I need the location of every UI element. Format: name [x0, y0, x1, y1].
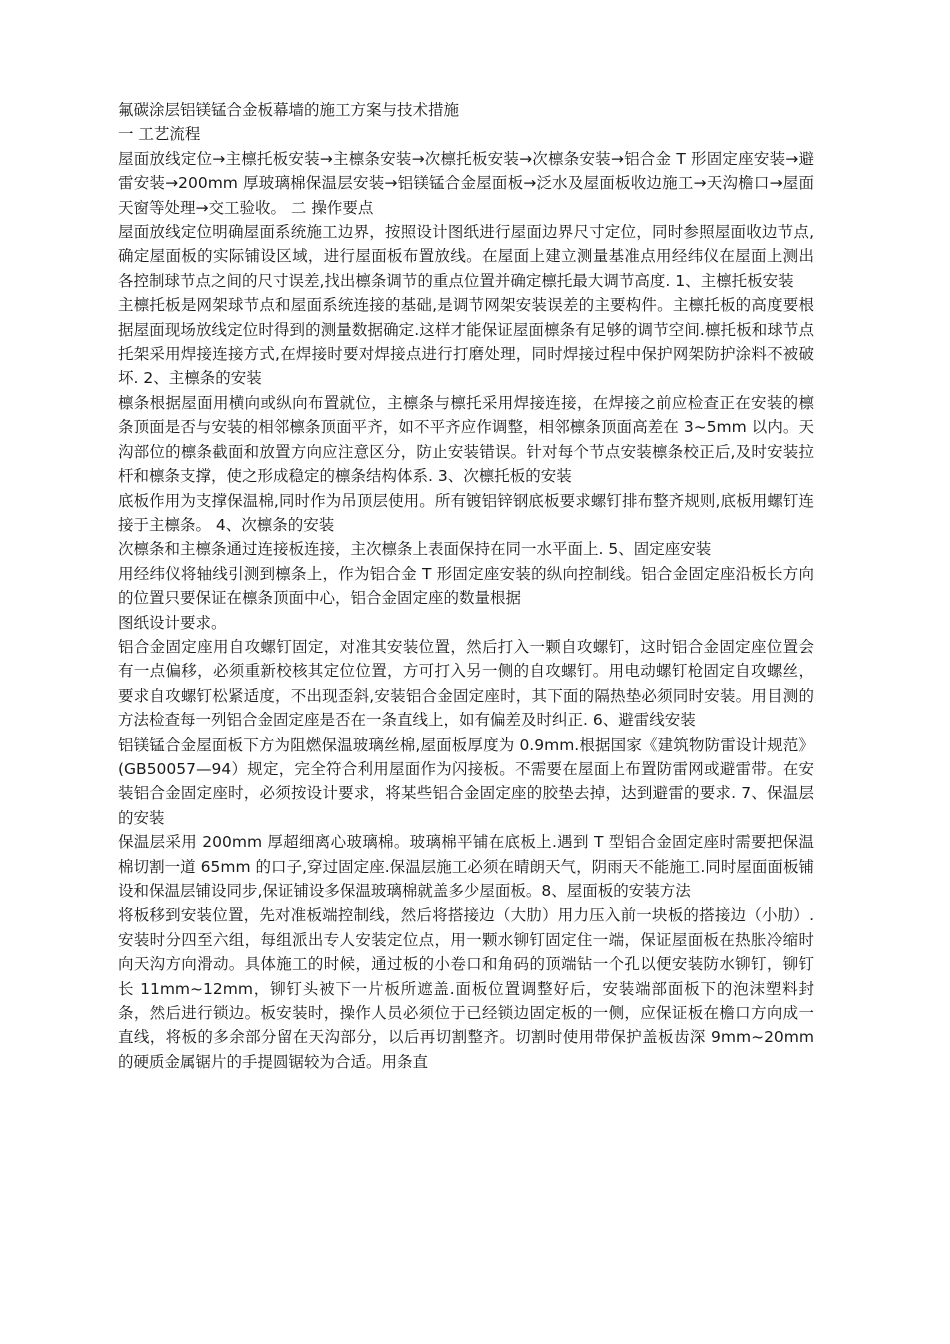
paragraph-process-flow: 屋面放线定位→主檩托板安装→主檩条安装→次檩托板安装→次檩条安装→铝合金 T 形固定座安装→避雷安装→200mm 厚玻璃棉保温层安装→铝镁锰合金屋面板→泛水及屋面板收边施工→天沟檐口→屋面天窗等处理→交工验收。 二 操作要点 [118, 149, 814, 217]
document-title: 氟碳涂层铝镁锰合金板幕墙的施工方案与技术措施 [118, 101, 460, 119]
paragraph-secondary-purlin: 次檩条和主檩条通过连接板连接，主次檩条上表面保持在同一水平面上. 5、固定座安装 [118, 540, 712, 559]
paragraph-fixing-seat-screws: 铝合金固定座用自攻螺钉固定，对准其安装位置，然后打入一颗自攻螺钉，这时铝合金固定座位置会有一点偏移，必须重新校核其定位位置，方可打入另一侧的自攻螺钉。用电动螺钉枪固定自攻螺丝，要求自攻螺钉松紧适度，不出现歪斜,安装铝合金固定座时，其下面的隔热垫必须同时安装。用目测的方法检查每一列铝合金固定座是否在一条直线上，如有偏差及时纠正. 6、避雷线安装 [118, 637, 814, 730]
document-body [118, 98, 814, 1074]
section-heading-process: 一 工艺流程 [118, 125, 201, 144]
paragraph-fixing-seat: 用经纬仪将轴线引测到檩条上，作为铝合金 T 形固定座安装的纵向控制线。铝合金固定座沿板长方向的位置只要保证在檩条顶面中心，铝合金固定座的数量根据 [118, 564, 814, 608]
paragraph-base-plate: 底板作用为支撑保温棉,同时作为吊顶层使用。所有镀铝锌钢底板要求螺钉排布整齐规则,底板用螺钉连接于主檩条。 4、次檩条的安装 [118, 491, 814, 534]
paragraph-main-purlin-support: 主檩托板是网架球节点和屋面系统连接的基础,是调节网架安装误差的主要构件。主檩托板的高度要根据屋面现场放线定位时得到的测量数据确定.这样才能保证屋面檩条有足够的调节空间.檩托板和球节点托架采用焊接连接方式,在焊接时要对焊接点进行打磨处理，同时焊接过程中保护网架防护涂料不被破坏. 2、主檩条的安装 [118, 296, 814, 388]
paragraph-lightning-protection: 铝镁锰合金屋面板下方为阻燃保温玻璃丝棉,屋面板厚度为 0.9mm.根据国家《建筑物防雷设计规范》(GB50057—94）规定，完全符合利用屋面作为闪接板。不需要在屋面上布置防雷网或避雷带。在安装铝合金固定座时，必须按设计要求，将某些铝合金固定座的胶垫去掉，达到避雷的要求. 7、保温层的安装 [118, 735, 814, 827]
paragraph-roof-layout: 屋面放线定位明确屋面系统施工边界，按照设计图纸进行屋面边界尺寸定位，同时参照屋面收边节点,确定屋面板的实际铺设区域，进行屋面板布置放线。在屋面上建立测量基准点用经纬仪在屋面上测出各控制球节点之间的尺寸误差,找出檩条调节的重点位置并确定檩托最大调节高度. 1、主檩托板安装 [118, 223, 814, 290]
paragraph-roof-panel-install: 将板移到安装位置，先对准板端控制线，然后将搭接边（大肋）用力压入前一块板的搭接边（小肋）.安装时分四至六组，每组派出专人安装定位点，用一颗水铆钉固定住一端，保证屋面板在热胀冷缩时向天沟方向滑动。具体施工的时候，通过板的小卷口和角码的顶端钻一个孔以便安装防水铆钉，铆钉长 11mm~12mm，铆钉头被下一片板所遮盖.面板位置调整好后，安装端部面板下的泡沫塑料封条，然后进行锁边。板安装时，操作人员必须位于已经锁边固定板的一侧，应保证板在檐口方向成一直线，将板的多余部分留在天沟部分，以后再切割整齐。切割时使用带保护盖板齿深 9mm~20mm 的硬质金属锯片的手提圆锯较为合适。用条直 [118, 906, 814, 1071]
paragraph-main-purlin-install: 檩条根据屋面用横向或纵向布置就位，主檩条与檩托采用焊接连接，在焊接之前应检查正在安装的檩条顶面是否与安装的相邻檩条顶面平齐，如不平齐应作调整，相邻檩条顶面高差在 3~5mm 以内。天沟部位的檩条截面和放置方向应注意区分，防止安装错误。针对每个节点安装檩条校正后,及时安装拉杆和檩条支撑，使之形成稳定的檩条结构体系. 3、次檩托板的安装 [118, 393, 814, 486]
paragraph-drawing-requirement: 图纸设计要求。 [118, 613, 227, 632]
paragraph-insulation-layer: 保温层采用 200mm 厚超细离心玻璃棉。玻璃棉平铺在底板上.遇到 T 型铝合金固定座时需要把保温棉切割一道 65mm 的口子,穿过固定座.保温层施工必须在晴朗天气，阴雨天不能施工.同时屋面面板铺设和保温层铺设同步,保证铺设多保温玻璃棉就盖多少屋面板。8、屋面板的安装方法 [118, 833, 814, 900]
